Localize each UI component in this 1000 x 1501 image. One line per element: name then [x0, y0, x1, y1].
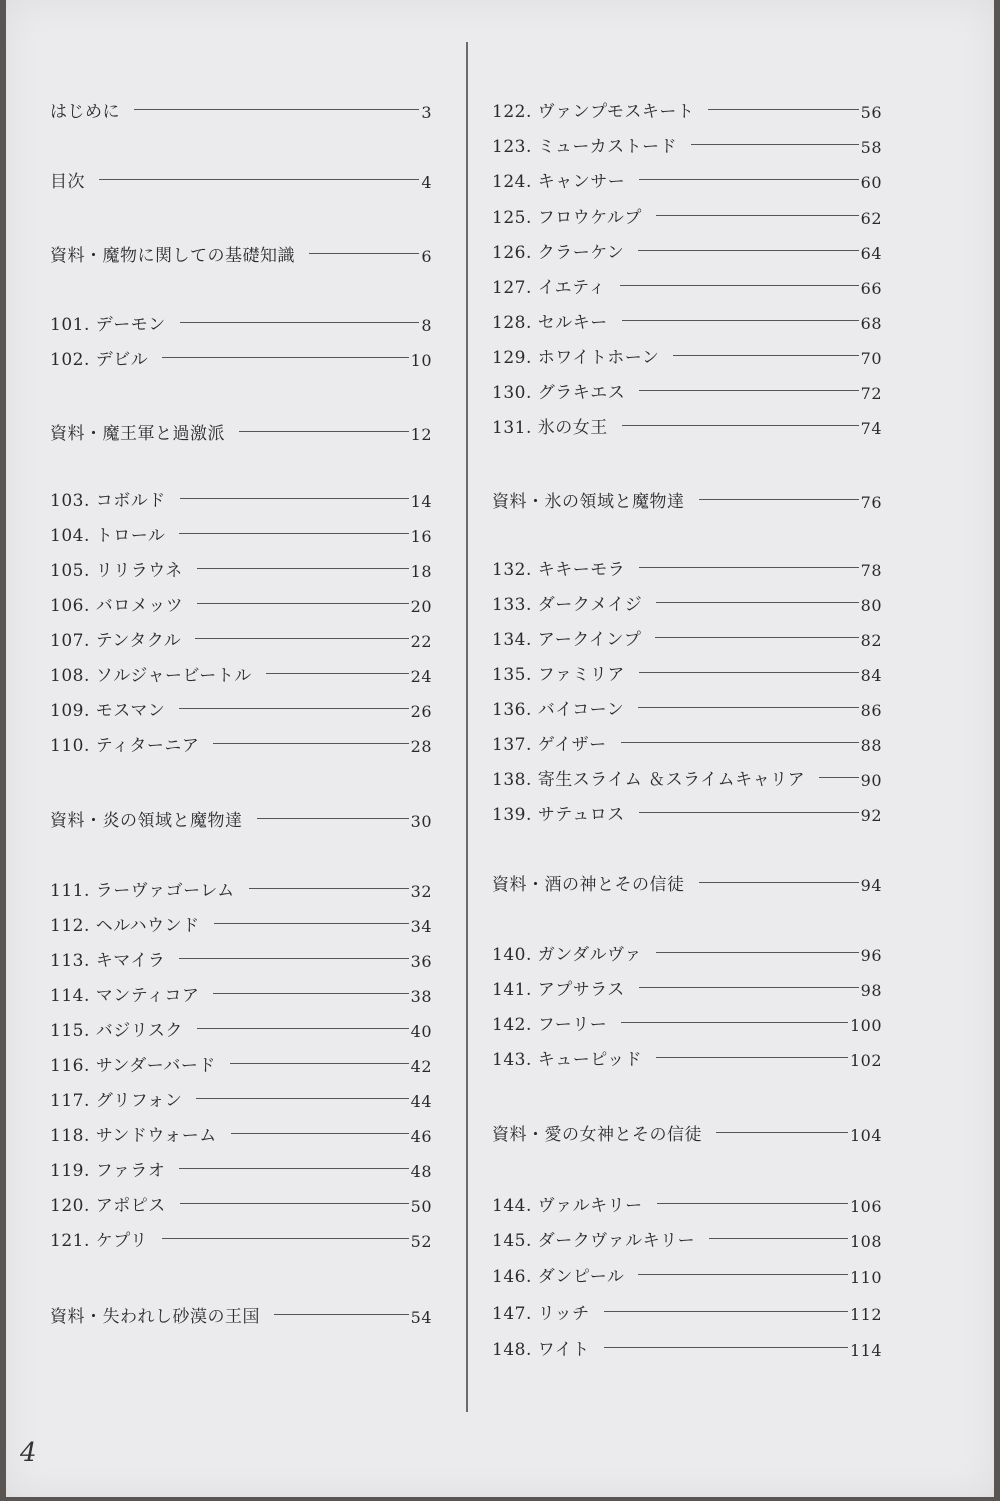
- toc-entry: [492, 795, 882, 825]
- toc-entry-title: 102. デビル: [50, 350, 149, 370]
- toc-entry-title: 108. ソルジャービートル: [50, 666, 252, 686]
- toc-entry-title: 147. リッチ: [492, 1304, 590, 1324]
- leader-line: [257, 818, 409, 819]
- toc-entry: [492, 127, 882, 157]
- leader-line: [639, 567, 858, 568]
- toc-entry-page: 10: [410, 351, 432, 370]
- toc-entry: [50, 976, 432, 1006]
- leader-line: [196, 1098, 408, 1099]
- toc-entry-title: 119. ファラオ: [50, 1161, 166, 1181]
- toc-entry: [492, 655, 882, 685]
- toc-entry-page: 104: [849, 1126, 882, 1145]
- toc-entry-page: 46: [410, 1127, 432, 1146]
- toc-page: [6, 0, 994, 1497]
- toc-entry: [492, 1186, 882, 1216]
- toc-entry: [50, 726, 432, 756]
- toc-entry-page: 106: [849, 1197, 882, 1216]
- leader-line: [195, 638, 408, 639]
- toc-entry-page: 3: [421, 103, 432, 122]
- toc-entry: [492, 338, 882, 368]
- toc-entry: [492, 92, 882, 122]
- toc-entry-title: 118. サンドウォーム: [50, 1126, 217, 1146]
- leader-line: [673, 355, 858, 356]
- toc-entry-page: 108: [849, 1232, 882, 1251]
- toc-entry: [50, 1081, 432, 1111]
- toc-entry-title: 資料・氷の領域と魔物達: [492, 492, 685, 512]
- toc-entry-page: 76: [860, 493, 882, 512]
- toc-entry-page: 110: [849, 1268, 882, 1287]
- toc-entry-title: 資料・愛の女神とその信徒: [492, 1125, 702, 1145]
- toc-entry-title: 106. バロメッツ: [50, 596, 184, 616]
- toc-entry-page: 40: [410, 1022, 432, 1041]
- leader-line: [179, 1168, 408, 1169]
- toc-entry-title: 142. フーリー: [492, 1015, 608, 1035]
- leader-line: [819, 777, 859, 778]
- leader-line: [604, 1347, 848, 1348]
- toc-entry-page: 112: [849, 1305, 882, 1324]
- toc-entry-title: 110. ティターニア: [50, 736, 200, 756]
- toc-entry: [492, 690, 882, 720]
- leader-line: [638, 1274, 848, 1275]
- toc-entry: [50, 236, 432, 266]
- toc-entry-page: 60: [860, 173, 882, 192]
- leader-line: [197, 1028, 409, 1029]
- leader-line: [621, 742, 859, 743]
- toc-entry-title: 145. ダークヴァルキリー: [492, 1231, 696, 1251]
- leader-line: [620, 285, 859, 286]
- toc-entry-title: 資料・失われし砂漠の王国: [50, 1307, 260, 1327]
- leader-line: [638, 707, 858, 708]
- toc-entry-page: 50: [410, 1197, 432, 1216]
- toc-entry-title: 126. クラーケン: [492, 243, 625, 263]
- toc-entry-page: 74: [860, 419, 882, 438]
- toc-entry-title: 143. キューピッド: [492, 1050, 643, 1070]
- toc-entry-page: 78: [860, 561, 882, 580]
- toc-entry-title: 129. ホワイトホーン: [492, 348, 660, 368]
- toc-entry: [492, 198, 882, 228]
- toc-entry-title: 104. トロール: [50, 526, 166, 546]
- leader-line: [699, 882, 859, 883]
- toc-entry-title: 128. セルキー: [492, 313, 608, 333]
- toc-entry-title: 139. サテュロス: [492, 805, 625, 825]
- toc-entry-page: 8: [421, 316, 432, 335]
- toc-entry-page: 26: [410, 702, 432, 721]
- toc-entry-page: 84: [860, 666, 882, 685]
- toc-entry-page: 80: [860, 596, 882, 615]
- leader-line: [656, 602, 858, 603]
- toc-entry-page: 42: [410, 1057, 432, 1076]
- toc-entry: [50, 162, 432, 192]
- toc-entry-title: 131. 氷の女王: [492, 418, 608, 438]
- toc-entry-title: 115. バジリスク: [50, 1021, 183, 1041]
- leader-line: [656, 952, 859, 953]
- toc-entry-page: 88: [860, 736, 882, 755]
- toc-entry-title: 136. バイコーン: [492, 700, 625, 720]
- toc-entry-title: 111. ラーヴァゴーレム: [50, 881, 235, 901]
- toc-entry-page: 62: [860, 209, 882, 228]
- toc-entry: [50, 481, 432, 511]
- toc-entry-page: 18: [410, 562, 432, 581]
- toc-entry: [492, 760, 882, 790]
- toc-entry: [492, 550, 882, 580]
- leader-line: [639, 390, 858, 391]
- toc-entry-title: 146. ダンピール: [492, 1267, 625, 1287]
- toc-entry-title: 113. キマイラ: [50, 951, 166, 971]
- toc-entry-title: 117. グリフォン: [50, 1091, 183, 1111]
- toc-entry-title: 112. ヘルハウンド: [50, 916, 200, 936]
- toc-entry: [50, 801, 432, 831]
- leader-line: [162, 357, 408, 358]
- toc-entry-title: 114. マンティコア: [50, 986, 200, 1006]
- toc-entry: [50, 340, 432, 370]
- toc-entry-title: 121. ケプリ: [50, 1231, 148, 1251]
- leader-line: [266, 673, 409, 674]
- leader-line: [639, 987, 859, 988]
- toc-entry: [50, 414, 432, 444]
- toc-entry: [50, 691, 432, 721]
- toc-entry-title: 109. モスマン: [50, 701, 166, 721]
- toc-entry: [50, 516, 432, 546]
- toc-entry: [492, 970, 882, 1000]
- toc-entry-title: 148. ワイト: [492, 1340, 590, 1360]
- toc-entry-page: 100: [849, 1016, 882, 1035]
- toc-entry: [50, 1186, 432, 1216]
- toc-entry-page: 16: [410, 527, 432, 546]
- toc-entry: [50, 586, 432, 616]
- leader-line: [604, 1311, 848, 1312]
- toc-entry: [50, 621, 432, 651]
- leader-line: [657, 1203, 848, 1204]
- toc-entry-title: はじめに: [50, 102, 120, 122]
- toc-entry: [492, 865, 882, 895]
- toc-entry-page: 70: [860, 349, 882, 368]
- leader-line: [249, 888, 409, 889]
- leader-line: [197, 568, 409, 569]
- toc-entry-title: 132. キキーモラ: [492, 560, 626, 580]
- toc-entry: [492, 303, 882, 333]
- toc-entry-page: 32: [410, 882, 432, 901]
- toc-entry-page: 58: [860, 138, 882, 157]
- leader-line: [716, 1132, 848, 1133]
- toc-entry-page: 86: [860, 701, 882, 720]
- toc-entry-title: 122. ヴァンプモスキート: [492, 102, 695, 122]
- leader-line: [638, 250, 858, 251]
- leader-line: [180, 322, 420, 323]
- toc-entry-title: 141. アプサラス: [492, 980, 625, 1000]
- toc-entry: [492, 620, 882, 650]
- toc-entry-title: 120. アポピス: [50, 1196, 166, 1216]
- toc-entry: [492, 268, 882, 298]
- toc-entry: [50, 906, 432, 936]
- toc-entry-page: 98: [860, 981, 882, 1000]
- leader-line: [622, 320, 859, 321]
- toc-entry-page: 36: [410, 952, 432, 971]
- toc-entry: [50, 305, 432, 335]
- toc-entry-page: 4: [421, 173, 432, 192]
- toc-entry-page: 48: [410, 1162, 432, 1181]
- toc-entry: [50, 941, 432, 971]
- leader-line: [274, 1314, 409, 1315]
- leader-line: [239, 431, 409, 432]
- toc-entry: [492, 585, 882, 615]
- toc-entry-title: 103. コボルド: [50, 491, 166, 511]
- leader-line: [230, 1063, 409, 1064]
- leader-line: [708, 109, 858, 110]
- toc-entry: [492, 1294, 882, 1324]
- toc-entry-page: 28: [410, 737, 432, 756]
- toc-entry-title: 125. フロウケルプ: [492, 208, 642, 228]
- toc-entry-page: 82: [860, 631, 882, 650]
- leader-line: [309, 253, 419, 254]
- toc-entry-title: 133. ダークメイジ: [492, 595, 643, 615]
- leader-line: [656, 1057, 848, 1058]
- toc-entry-page: 14: [410, 492, 432, 511]
- toc-entry-title: 資料・魔物に関しての基礎知識: [50, 246, 295, 266]
- toc-entry-page: 22: [410, 632, 432, 651]
- toc-entry: [492, 725, 882, 755]
- toc-entry-page: 24: [410, 667, 432, 686]
- toc-entry: [50, 92, 432, 122]
- toc-entry: [50, 871, 432, 901]
- toc-entry-page: 12: [410, 425, 432, 444]
- toc-entry-title: 116. サンダーバード: [50, 1056, 216, 1076]
- toc-entry-title: 資料・炎の領域と魔物達: [50, 811, 243, 831]
- toc-entry-page: 92: [860, 806, 882, 825]
- page-number: 4: [20, 1438, 37, 1468]
- toc-entry-title: 144. ヴァルキリー: [492, 1196, 643, 1216]
- toc-entry-page: 94: [860, 876, 882, 895]
- toc-entry: [492, 233, 882, 263]
- toc-entry: [492, 373, 882, 403]
- toc-entry-page: 6: [421, 247, 432, 266]
- toc-entry-title: 134. アークインプ: [492, 630, 642, 650]
- toc-entry: [50, 1297, 432, 1327]
- toc-entry-page: 20: [410, 597, 432, 616]
- toc-entry-title: 101. デーモン: [50, 315, 166, 335]
- toc-entry-title: 130. グラキエス: [492, 383, 626, 403]
- leader-line: [622, 425, 859, 426]
- leader-line: [179, 958, 408, 959]
- leader-line: [621, 1022, 848, 1023]
- toc-entry-page: 114: [849, 1341, 882, 1360]
- leader-line: [214, 923, 409, 924]
- leader-line: [213, 743, 408, 744]
- toc-entry-page: 54: [410, 1308, 432, 1327]
- toc-entry-title: 目次: [50, 172, 85, 192]
- leader-line: [639, 812, 859, 813]
- leader-line: [162, 1238, 409, 1239]
- leader-line: [213, 993, 408, 994]
- leader-line: [231, 1133, 409, 1134]
- toc-entry: [492, 1330, 882, 1360]
- leader-line: [639, 179, 858, 180]
- toc-entry-title: 資料・魔王軍と過激派: [50, 424, 225, 444]
- toc-entry: [492, 1115, 882, 1145]
- toc-entry-page: 64: [860, 244, 882, 263]
- toc-entry: [50, 1046, 432, 1076]
- leader-line: [180, 1203, 409, 1204]
- leader-line: [179, 533, 408, 534]
- toc-entry-page: 96: [860, 946, 882, 965]
- toc-entry-title: 資料・酒の神とその信徒: [492, 875, 685, 895]
- toc-entry: [492, 1005, 882, 1035]
- leader-line: [655, 637, 858, 638]
- leader-line: [180, 498, 409, 499]
- toc-entry: [492, 1257, 882, 1287]
- toc-entry-page: 90: [860, 771, 882, 790]
- toc-entry-title: 123. ミューカストード: [492, 137, 678, 157]
- toc-entry-page: 38: [410, 987, 432, 1006]
- toc-entry-page: 52: [410, 1232, 432, 1251]
- toc-entry-title: 124. キャンサー: [492, 172, 626, 192]
- toc-entry-page: 68: [860, 314, 882, 333]
- toc-entry: [492, 1221, 882, 1251]
- toc-entry: [492, 408, 882, 438]
- toc-entry-title: 140. ガンダルヴァ: [492, 945, 642, 965]
- toc-entry: [50, 1011, 432, 1041]
- toc-entry-page: 56: [860, 103, 882, 122]
- leader-line: [691, 144, 859, 145]
- leader-line: [197, 603, 408, 604]
- toc-entry-page: 102: [849, 1051, 882, 1070]
- toc-entry: [492, 162, 882, 192]
- toc-entry-title: 105. リリラウネ: [50, 561, 183, 581]
- toc-entry: [50, 1221, 432, 1251]
- toc-entry-page: 44: [410, 1092, 432, 1111]
- toc-entry-title: 138. 寄生スライム ＆スライムキャリア: [492, 770, 806, 790]
- toc-entry-title: 137. ゲイザー: [492, 735, 607, 755]
- leader-line: [699, 499, 859, 500]
- toc-entry-title: 127. イエティ: [492, 278, 606, 298]
- toc-entry: [492, 935, 882, 965]
- toc-entry: [50, 1151, 432, 1181]
- leader-line: [709, 1238, 848, 1239]
- toc-entry-page: 34: [410, 917, 432, 936]
- column-divider: [466, 42, 468, 1412]
- toc-entry-page: 30: [410, 812, 432, 831]
- toc-entry-title: 107. テンタクル: [50, 631, 182, 651]
- toc-entry-page: 66: [860, 279, 882, 298]
- toc-entry: [50, 551, 432, 581]
- toc-entry: [50, 1116, 432, 1146]
- leader-line: [134, 109, 419, 110]
- toc-entry: [492, 1040, 882, 1070]
- toc-entry-title: 135. ファミリア: [492, 665, 625, 685]
- leader-line: [656, 215, 859, 216]
- toc-entry-page: 72: [860, 384, 882, 403]
- toc-entry: [492, 482, 882, 512]
- leader-line: [179, 708, 408, 709]
- toc-entry: [50, 656, 432, 686]
- leader-line: [99, 179, 419, 180]
- leader-line: [639, 672, 859, 673]
